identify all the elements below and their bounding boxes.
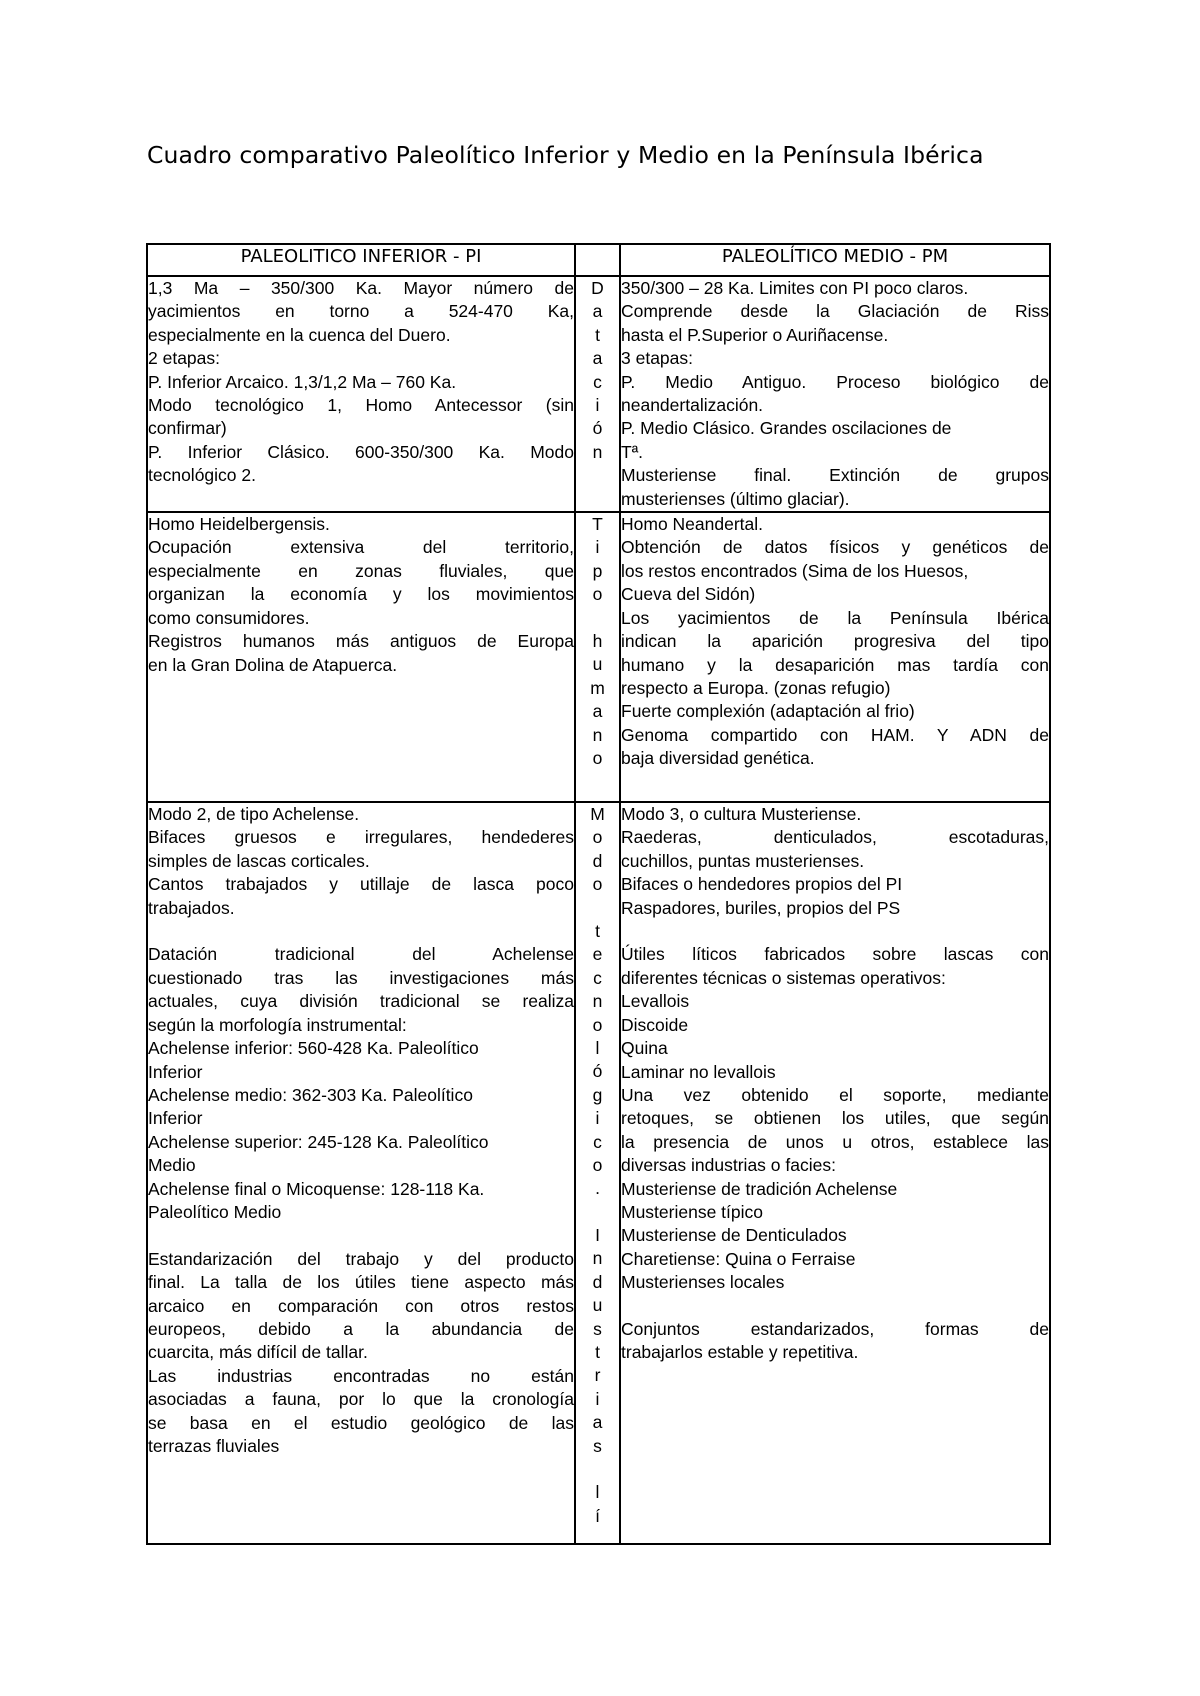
vertical-label <box>575 276 620 512</box>
vertical-letter: c <box>593 371 602 392</box>
vertical-label <box>575 802 620 1544</box>
vertical-letter: o <box>592 1154 603 1175</box>
vertical-letter: i <box>595 1108 600 1129</box>
text-line: Laminar no levallois <box>621 1061 776 1082</box>
text-line: Raederas, denticulados, escotaduras, <box>621 827 1049 848</box>
vertical-letter: n <box>592 441 603 462</box>
vertical-letter: a <box>592 301 603 322</box>
text-line: confirmar) <box>148 418 227 439</box>
vertical-letter: I <box>595 1225 600 1246</box>
text-line: Levallois <box>621 991 690 1012</box>
text-line: Tª. <box>621 441 644 462</box>
document-title: Cuadro comparativo Paleolítico Inferior y Medio en la Península Ibérica <box>147 141 984 169</box>
vertical-letter: n <box>592 991 603 1012</box>
text-line: indican la aparición progresiva del tipo <box>621 631 1049 652</box>
comparison-table <box>146 243 1051 1545</box>
text-line: humano y la desaparición mas tardía con <box>621 654 1049 675</box>
text-line: P. Medio Antiguo. Proceso biológico de <box>621 371 1049 392</box>
vertical-letter: t <box>595 1342 600 1363</box>
vertical-letter: ó <box>592 418 603 439</box>
text-line: actuales, cuya división tradicional se realiza <box>148 991 574 1012</box>
text-line: Los yacimientos de la Península Ibérica <box>621 607 1049 628</box>
vertical-letter: a <box>592 1412 603 1433</box>
text-line: Genoma compartido con HAM. Y ADN de <box>621 724 1049 745</box>
vertical-letter: n <box>592 724 603 745</box>
text-line: Musteriense típico <box>621 1201 764 1222</box>
text-line: Discoide <box>621 1014 689 1035</box>
text-line: como consumidores. <box>148 607 310 628</box>
vertical-letter: l <box>595 1037 600 1058</box>
text-line: simples de lascas corticales. <box>148 850 370 871</box>
text-line: Homo Neandertal. <box>621 514 764 535</box>
vertical-letter: t <box>595 324 600 345</box>
text-line: la presencia de unos u otros, establece las <box>621 1131 1049 1152</box>
vertical-letter: M <box>590 804 605 825</box>
vertical-letter: s <box>593 1435 602 1456</box>
text-line: diversas industrias o facies: <box>621 1155 836 1176</box>
text-line: Achelense inferior: 560-428 Ka. Paleolítico <box>148 1038 479 1059</box>
vertical-letter <box>576 897 619 920</box>
vertical-letter: s <box>593 1318 602 1339</box>
text-line: europeos, debido a la abundancia de <box>148 1318 574 1339</box>
text-line: Comprende desde la Glaciación de Riss <box>621 301 1049 322</box>
text-line: cuarcita, más difícil de tallar. <box>148 1342 368 1363</box>
vertical-letter: a <box>592 701 603 722</box>
text-line: Útiles líticos fabricados sobre lascas con <box>621 944 1049 965</box>
text-line: final. La talla de los útiles tiene aspecto más <box>148 1272 574 1293</box>
vertical-letter: i <box>595 394 600 415</box>
row-tipo-humano <box>147 512 1050 802</box>
text-line: Paleolítico Medio <box>148 1201 282 1222</box>
text-line: en la Gran Dolina de Atapuerca. <box>148 654 398 675</box>
text-line: especialmente en la cuenca del Duero. <box>148 324 451 345</box>
vertical-letter: o <box>592 1014 603 1035</box>
text-line: según la morfología instrumental: <box>148 1014 407 1035</box>
vertical-letter: u <box>592 654 603 675</box>
text-line: Una vez obtenido el soporte, mediante <box>621 1084 1049 1105</box>
text-line: Inferior <box>148 1061 203 1082</box>
text-line: 2 etapas: <box>148 348 220 369</box>
vertical-letter: h <box>592 631 603 652</box>
text-line: hasta el P.Superior o Auriñacense. <box>621 324 889 345</box>
text-line: Fuerte complexión (adaptación al frio) <box>621 701 915 722</box>
text-line: Raspadores, buriles, propios del PS <box>621 897 901 918</box>
text-line: Achelense superior: 245-128 Ka. Paleolítico <box>148 1131 489 1152</box>
text-line: Bifaces gruesos e irregulares, hendederes <box>148 827 574 848</box>
vertical-letter: u <box>592 1295 603 1316</box>
text-line: Musterienses locales <box>621 1272 785 1293</box>
row-modo-tecnologico <box>147 802 1050 1544</box>
header-paleolitico-inferior: PALEOLITICO INFERIOR - PI <box>147 244 575 276</box>
row-datacion <box>147 276 1050 512</box>
text-line: diferentes técnicas o sistemas operativos: <box>621 967 946 988</box>
text-line: Musteriense de tradición Achelense <box>621 1178 898 1199</box>
vertical-letter: p <box>592 560 603 581</box>
vertical-letter: d <box>592 1271 603 1292</box>
text-line: baja diversidad genética. <box>621 748 815 769</box>
text-line: Modo 3, o cultura Musteriense. <box>621 804 862 825</box>
vertical-letter: c <box>593 967 602 988</box>
text-line: Musteriense final. Extinción de grupos <box>621 465 1049 486</box>
text-line: Modo 2, de tipo Achelense. <box>148 804 360 825</box>
text-line: Achelense medio: 362-303 Ka. Paleolítico <box>148 1084 473 1105</box>
text-line: los restos encontrados (Sima de los Huesos, <box>621 560 969 581</box>
text-line: P. Inferior Clásico. 600-350/300 Ka. Modo <box>148 441 574 462</box>
vertical-letter <box>576 1201 619 1224</box>
text-line: organizan la economía y los movimientos <box>148 584 574 605</box>
text-line: Registros humanos más antiguos de Europa <box>148 631 574 652</box>
pm-cell <box>620 276 1050 512</box>
text-line: 350/300 – 28 Ka. Limites con PI poco claros. <box>621 278 969 298</box>
text-line: Achelense final o Micoquense: 128-118 Ka. <box>148 1178 485 1199</box>
text-line: tecnológico 2. <box>148 465 256 486</box>
text-line: Conjuntos estandarizados, formas de <box>621 1318 1049 1339</box>
vertical-letter: D <box>591 278 604 298</box>
vertical-letter: e <box>592 944 603 965</box>
text-line: Medio <box>148 1155 196 1176</box>
text-line: Estandarización del trabajo y del producto <box>148 1248 574 1269</box>
text-line: arcaico en comparación con otros restos <box>148 1295 574 1316</box>
text-line: asociadas a fauna, por lo que la cronología <box>148 1389 574 1410</box>
table-header-row <box>147 244 1050 276</box>
text-line: terrazas fluviales <box>148 1436 280 1456</box>
text-line: yacimientos en torno a 524-470 Ka, <box>148 301 574 322</box>
vertical-letter: í <box>595 1505 600 1526</box>
vertical-letter: o <box>592 874 603 895</box>
text-line: P. Medio Clásico. Grandes oscilaciones de <box>621 418 952 439</box>
text-line: 1,3 Ma – 350/300 Ka. Mayor número de <box>148 278 574 298</box>
text-line: retoques, se obtienen los utiles, que según <box>621 1108 1049 1129</box>
vertical-letter: ó <box>592 1061 603 1082</box>
pm-cell <box>620 512 1050 802</box>
vertical-letter: r <box>594 1365 601 1386</box>
vertical-letter: m <box>590 677 605 698</box>
blank-line <box>621 1295 1049 1318</box>
text-line: Las industrias encontradas no están <box>148 1365 574 1386</box>
text-line: Quina <box>621 1038 668 1059</box>
text-line: respecto a Europa. (zonas refugio) <box>621 677 891 698</box>
vertical-letter: t <box>595 921 600 942</box>
vertical-letter: o <box>592 747 603 768</box>
text-line: 3 etapas: <box>621 348 693 369</box>
vertical-letter: a <box>592 348 603 369</box>
text-line: neandertalización. <box>621 395 764 416</box>
pm-cell <box>620 802 1050 1544</box>
text-line: trabajados. <box>148 897 235 918</box>
text-line: se basa en el estudio geológico de las <box>148 1412 574 1433</box>
vertical-letter: d <box>592 850 603 871</box>
blank-line <box>621 920 1049 943</box>
text-line: Datación tradicional del Achelense <box>148 944 574 965</box>
text-line: Ocupación extensiva del territorio, <box>148 537 574 558</box>
text-line: Modo tecnológico 1, Homo Antecessor (sin <box>148 395 574 416</box>
vertical-letter: i <box>595 1388 600 1409</box>
vertical-letter: l <box>595 1482 600 1503</box>
blank-line <box>148 920 574 943</box>
text-line: musterienses (último glaciar). <box>621 488 850 509</box>
vertical-letter: . <box>595 1178 600 1199</box>
vertical-letter: g <box>592 1084 603 1105</box>
vertical-label <box>575 512 620 802</box>
vertical-letter: o <box>592 827 603 848</box>
text-line: cuchillos, puntas musterienses. <box>621 850 865 871</box>
pi-cell <box>147 802 575 1544</box>
vertical-letter: i <box>595 537 600 558</box>
blank-line <box>148 1224 574 1247</box>
text-line: Inferior <box>148 1108 203 1129</box>
text-line: P. Inferior Arcaico. 1,3/1,2 Ma – 760 Ka. <box>148 371 457 392</box>
pi-cell <box>147 512 575 802</box>
text-line: Bifaces o hendedores propios del PI <box>621 874 903 895</box>
vertical-letter: n <box>592 1248 603 1269</box>
vertical-letter <box>576 607 619 630</box>
text-line: trabajarlos estable y repetitiva. <box>621 1342 859 1363</box>
pi-cell <box>147 276 575 512</box>
vertical-letter: o <box>592 584 603 605</box>
vertical-letter: T <box>592 514 603 535</box>
text-line: Musteriense de Denticulados <box>621 1225 847 1246</box>
vertical-letter: c <box>593 1131 602 1152</box>
text-line: Charetiense: Quina o Ferraise <box>621 1248 856 1269</box>
vertical-letter <box>576 1458 619 1481</box>
text-line: Homo Heidelbergensis. <box>148 514 330 535</box>
text-line: Obtención de datos físicos y genéticos de <box>621 537 1049 558</box>
text-line: Cueva del Sidón) <box>621 584 756 605</box>
text-line: Cantos trabajados y utillaje de lasca poco <box>148 874 574 895</box>
text-line: cuestionado tras las investigaciones más <box>148 967 574 988</box>
header-category <box>575 244 620 276</box>
header-paleolitico-medio: PALEOLÍTICO MEDIO - PM <box>620 244 1050 276</box>
text-line: especialmente en zonas fluviales, que <box>148 560 574 581</box>
